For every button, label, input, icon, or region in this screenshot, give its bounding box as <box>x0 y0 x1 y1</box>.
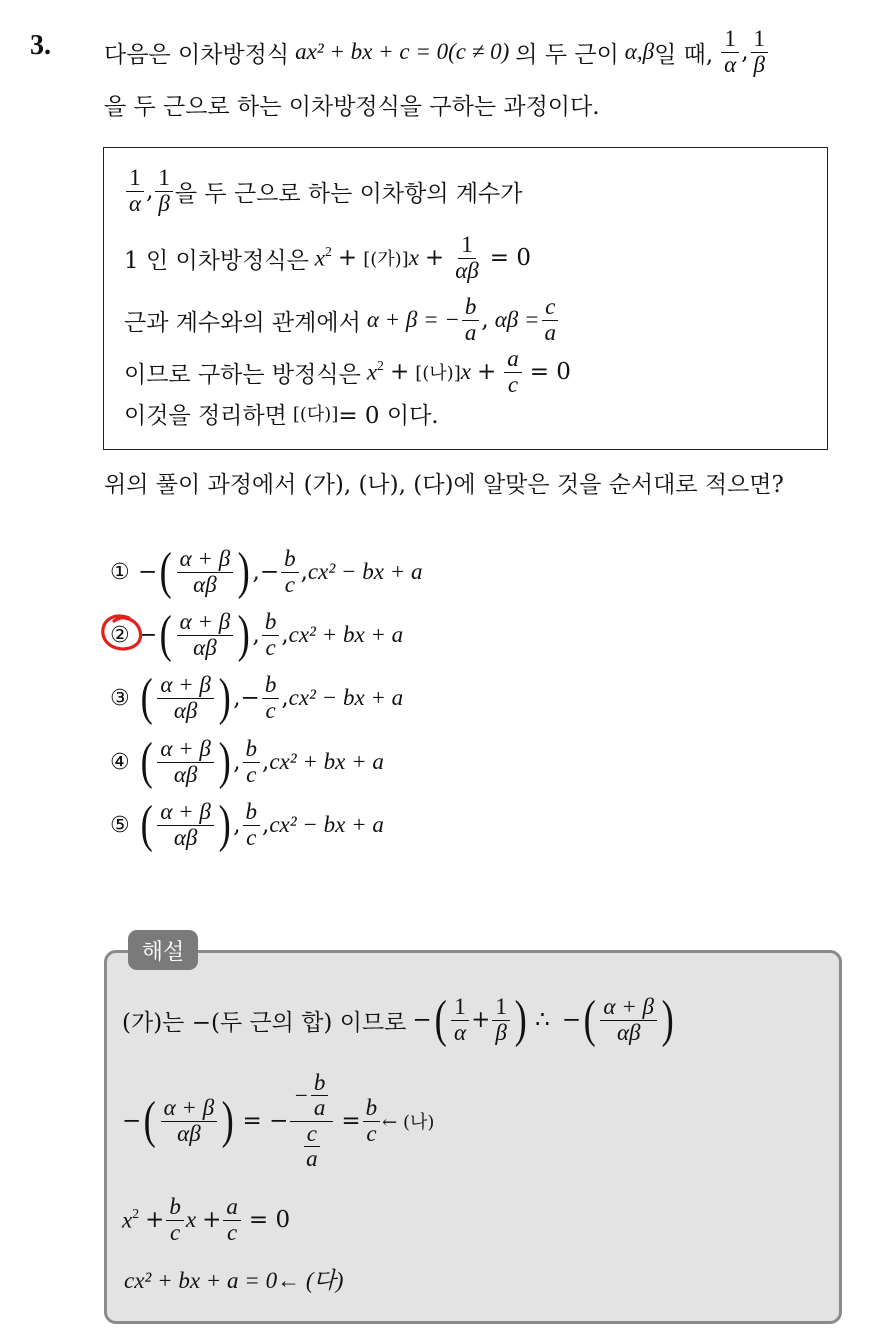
option-poly: cx² − bx + a <box>288 685 404 710</box>
sol2-frac-ab: $\frac{\alpha + \beta}{\alpha\beta}$ <box>161 1096 218 1145</box>
option-mark: ③ <box>110 685 130 711</box>
option-frac-ab: $\frac{\alpha + \beta}{\alpha\beta}$ <box>157 800 214 849</box>
option-mark: ⑤ <box>110 812 130 838</box>
box-frac-1-alphabeta: $\frac{1}{\alpha\beta}$ <box>455 232 479 283</box>
solution-line2-arrow: ← (나) <box>382 1112 435 1133</box>
box-line5-suffix: = 0 이다. <box>338 402 439 429</box>
stem-frac-1-beta: $\frac{1}{\beta}$ <box>751 27 769 76</box>
sol3-frac-a-c: $\frac{a}{c}$ <box>223 1195 241 1244</box>
box-line1-text: 을 두 근으로 하는 이차항의 계수가 <box>174 180 523 207</box>
option-mark: ① <box>110 559 130 585</box>
stem-text-mid: 의 두 근이 <box>515 41 619 68</box>
option-frac-ab: $\frac{\alpha + \beta}{\alpha\beta}$ <box>177 547 234 596</box>
sol-frac-1-beta: $\frac{1}{\beta}$ <box>492 995 510 1044</box>
solution-line2: − ( $\frac{\alpha + \beta}{\alpha\beta}$ ) = − − $\frac{b}{a}$ $\frac{c}{a}$ = $\frac{b}{c}$ ← (나) <box>122 1070 435 1171</box>
box-line5 <box>124 397 439 429</box>
therefore-symbol: ∴ <box>535 1007 550 1033</box>
blank-da: [(다)] <box>292 404 339 425</box>
stem-roots: α,β <box>624 39 655 64</box>
option-sign-b: − <box>240 685 260 711</box>
box-line2: 1 인 이차방정식은 $x^2$ + [(가)] x + $\frac{1}{\alpha\beta}$ = 0 <box>124 232 531 283</box>
option-frac-ab: $\frac{\alpha + \beta}{\alpha\beta}$ <box>157 737 214 786</box>
option-sign-b: − <box>259 559 280 585</box>
box-line4-prefix: 이므로 구하는 방정식은 <box>124 361 361 388</box>
solution-tab: 해설 <box>128 930 198 970</box>
stem-text-prefix: 다음은 이차방정식 <box>104 41 290 68</box>
box-line1: $\frac{1}{\alpha}$ , $\frac{1}{\beta}$ 을 두 근으로 하는 이차항의 계수가 <box>124 162 523 220</box>
blank-ga: [(가)] <box>363 249 409 270</box>
sol-frac-ab-sum: $\frac{\alpha + \beta}{\alpha\beta}$ <box>600 995 657 1044</box>
option-mark: ④ <box>110 749 130 775</box>
option-sign-a: − <box>138 622 158 648</box>
problem-stem-line1: 다음은 이차방정식 ax² + bx + c = 0(c ≠ 0) 의 두 근이 α,β 일 때, $\frac{1}{\alpha}$ , $\frac{1}{\beta}$ <box>104 22 770 82</box>
sol-frac-1-alpha: $\frac{1}{\alpha}$ <box>451 995 469 1044</box>
option-frac-b-c: $\frac{b}{c}$ <box>262 610 280 659</box>
answer-option-3[interactable]: ③ ( $\frac{\alpha + \beta}{\alpha\beta}$ ) , − $\frac{b}{c}$ , cx² − bx + a <box>110 669 404 726</box>
answer-option-1[interactable]: ① − ( $\frac{\alpha + \beta}{\alpha\beta}$ ) , − $\frac{b}{c}$ , cx² − bx + a <box>110 543 423 600</box>
selected-answer-circle <box>99 612 145 654</box>
solution-line3: $x^2$ + $\frac{b}{c}$ x + $\frac{a}{c}$ = 0 <box>122 1194 291 1245</box>
option-sign-a: − <box>138 559 158 585</box>
box-frac-a-c: $\frac{a}{c}$ <box>504 347 522 396</box>
answer-option-4[interactable]: ④ ( $\frac{\alpha + \beta}{\alpha\beta}$ ) , $\frac{b}{c}$ , cx² + bx + a <box>110 733 384 790</box>
solution-line1-prefix: (가)는 −(두 근의 합) 이므로 <box>122 1009 407 1036</box>
option-poly: cx² + bx + a <box>288 622 404 647</box>
question-text: 위의 풀이 과정에서 (가), (나), (다)에 알맞은 것을 순서대로 적으면? <box>104 472 784 498</box>
option-poly: cx² − bx + a <box>307 559 423 584</box>
blank-na: [(나)] <box>415 363 461 384</box>
solution-line3-eq: = 0 <box>248 1207 291 1233</box>
option-frac-ab: $\frac{\alpha + \beta}{\alpha\beta}$ <box>157 673 214 722</box>
sol2-complex-frac: − $\frac{b}{a}$ $\frac{c}{a}$ <box>290 1071 333 1171</box>
box-line4: 이므로 구하는 방정식은 $x^2$ + [(나)] x + $\frac{a}{c}$ = 0 <box>124 346 571 397</box>
stem-equation: ax² + bx + c = 0(c ≠ 0) <box>295 39 510 64</box>
stem-frac-1-alpha: $\frac{1}{\alpha}$ <box>721 27 739 76</box>
sol3-frac-b-c: $\frac{b}{c}$ <box>166 1195 184 1244</box>
box-line5-prefix: 이것을 정리하면 <box>124 402 287 429</box>
option-frac-b-c: $\frac{b}{c}$ <box>262 673 280 722</box>
sol2-frac-b-c: $\frac{b}{c}$ <box>363 1096 381 1145</box>
answer-option-2[interactable]: ② − ( $\frac{\alpha + \beta}{\alpha\beta}$ ) , $\frac{b}{c}$ , cx² + bx + a <box>110 606 404 663</box>
box-frac-1-alpha: $\frac{1}{\alpha}$ <box>126 166 144 215</box>
problem-stem-line2: 을 두 근으로 하는 이차방정식을 구하는 과정이다. <box>104 94 600 120</box>
option-frac-b-c: $\frac{b}{c}$ <box>281 547 299 596</box>
option-poly: cx² + bx + a <box>269 749 384 774</box>
box-line3: 근과 계수와의 관계에서 α + β = − $\frac{b}{a}$ , αβ = $\frac{c}{a}$ <box>124 290 561 350</box>
box-frac-1-beta: $\frac{1}{\beta}$ <box>155 166 173 215</box>
option-frac-b-c: $\frac{b}{c}$ <box>243 737 261 786</box>
stem-text-suffix: 일 때, <box>654 41 714 68</box>
box-frac-b-a: $\frac{b}{a}$ <box>462 295 480 344</box>
solution-line4: cx² + bx + a = 0← (다) <box>124 1268 344 1293</box>
box-line2-prefix: 1 인 이차방정식은 <box>124 247 309 274</box>
box-frac-c-a: $\frac{c}{a}$ <box>542 295 560 344</box>
answer-option-5[interactable]: ⑤ ( $\frac{\alpha + \beta}{\alpha\beta}$ ) , $\frac{b}{c}$ , cx² − bx + a <box>110 796 384 853</box>
box-line3-prefix: 근과 계수와의 관계에서 <box>124 309 361 336</box>
option-mark: ② <box>110 622 130 648</box>
option-frac-ab: $\frac{\alpha + \beta}{\alpha\beta}$ <box>177 610 234 659</box>
option-poly: cx² − bx + a <box>269 812 384 837</box>
problem-number: 3. <box>30 30 51 61</box>
option-frac-b-c: $\frac{b}{c}$ <box>243 800 261 849</box>
solution-line1: (가)는 −(두 근의 합) 이므로 − ( $\frac{1}{\alpha}$ + $\frac{1}{\beta}$ ) ∴ − ( $\frac{\alpha + \beta}{\alpha\beta}$ ) <box>122 991 674 1048</box>
